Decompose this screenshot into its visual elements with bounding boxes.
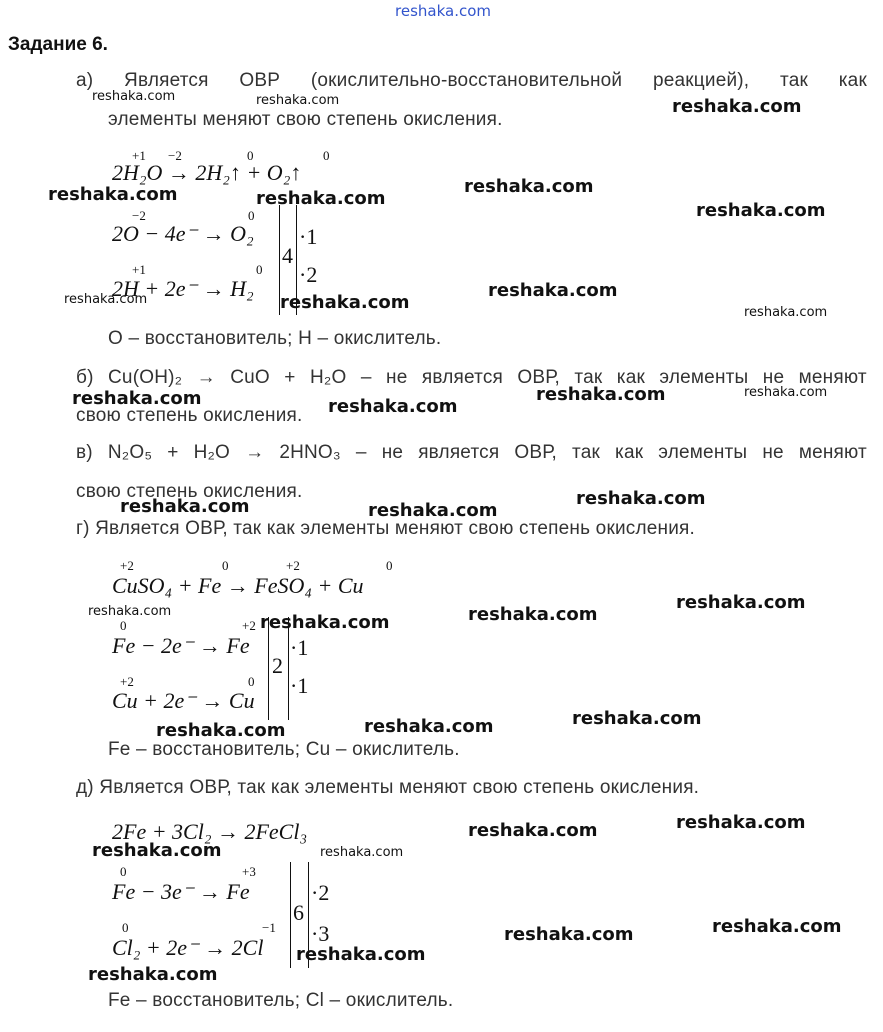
ox-state: +1 — [132, 148, 146, 163]
electron-count: 6 — [293, 900, 304, 925]
half-reaction-d2: Cl₂ + 2e⁻ → 2Cl — [112, 935, 264, 960]
word: – — [360, 367, 372, 388]
word: + — [167, 442, 179, 463]
ox-state: −2 — [168, 148, 182, 163]
word: H₂O — [193, 442, 231, 463]
watermark: reshaka.com — [696, 200, 826, 221]
word: Является — [124, 70, 209, 91]
watermark: reshaka.com — [88, 604, 172, 619]
part-a-line1 — [76, 70, 867, 92]
equation-d-main: 2Fe + 3Cl₂ → 2FeCl₃ — [112, 819, 308, 844]
part-v-line1 — [76, 442, 867, 464]
ox-state: +2 — [286, 558, 300, 573]
watermark: reshaka.com — [468, 820, 598, 841]
ox-state: 0 — [386, 558, 393, 573]
watermark: reshaka.com — [48, 184, 178, 205]
ox-state: 0 — [122, 920, 129, 935]
word: не — [386, 367, 408, 388]
word: не — [762, 367, 785, 388]
part-g-line1: г) Является ОВР, так как элементы меняют свою степень окисления. — [76, 518, 695, 539]
word: + — [284, 367, 296, 388]
word: не — [762, 442, 784, 463]
watermark: reshaka.com — [256, 188, 386, 209]
word: как — [615, 442, 644, 463]
word: а) — [76, 70, 94, 91]
electron-count: 4 — [282, 243, 293, 268]
ox-state: +1 — [132, 262, 146, 277]
word: реакцией), — [652, 70, 750, 91]
watermark: reshaka.com — [296, 944, 426, 965]
watermark: reshaka.com — [672, 96, 802, 117]
watermark: reshaka.com — [320, 845, 404, 860]
ox-state: 0 — [120, 618, 127, 633]
word: является — [421, 367, 504, 388]
watermark: reshaka.com — [488, 280, 618, 301]
balance-line — [290, 862, 291, 968]
ox-state: 0 — [248, 208, 255, 223]
ox-state: 0 — [120, 864, 127, 879]
part-g-conclusion: Fe – восстановитель; Cu – окислитель. — [108, 739, 460, 760]
ox-state: −1 — [262, 920, 276, 935]
coefficient: ·2 — [311, 880, 330, 905]
watermark: reshaka.com — [744, 305, 828, 320]
word: – — [355, 442, 367, 463]
ox-state: 0 — [222, 558, 229, 573]
word: → — [196, 367, 216, 388]
watermark: reshaka.com — [368, 500, 498, 521]
word: меняют — [798, 367, 867, 388]
watermark: reshaka.com — [712, 916, 842, 937]
watermark: reshaka.com — [676, 812, 806, 833]
word: б) — [76, 367, 94, 388]
word: Cu(OH)₂ — [108, 367, 183, 388]
word: так — [780, 70, 808, 91]
half-reaction-a2: 2H + 2e⁻ → H₂ — [112, 276, 254, 301]
coefficient: ·1 — [290, 673, 309, 698]
ox-state: +2 — [120, 558, 134, 573]
ox-state: +2 — [120, 674, 134, 689]
watermark: reshaka.com — [744, 385, 828, 400]
ox-state: 0 — [256, 262, 263, 277]
ox-state: +2 — [242, 618, 256, 633]
watermark: reshaka.com — [156, 720, 286, 741]
watermark: reshaka.com — [464, 176, 594, 197]
watermark: reshaka.com — [256, 93, 340, 108]
part-b-line2: свою степень окисления. — [76, 405, 303, 426]
watermark-top: reshaka.com — [395, 2, 491, 20]
part-d-conclusion: Fe – восстановитель; Cl – окислитель. — [108, 990, 454, 1011]
word: как — [616, 367, 645, 388]
word: так — [574, 367, 603, 388]
equation-a-main: 2H₂O → 2H₂↑ + O₂↑ — [112, 160, 302, 185]
watermark: reshaka.com — [64, 292, 148, 307]
equation-g-main: CuSO₄ + Fe → FeSO₄ + Cu — [112, 573, 364, 598]
watermark: reshaka.com — [328, 396, 458, 417]
watermark: reshaka.com — [72, 388, 202, 409]
word: 2HNO₃ — [279, 442, 341, 463]
watermark: reshaka.com — [260, 612, 390, 633]
watermark: reshaka.com — [572, 708, 702, 729]
ox-state: 0 — [247, 148, 254, 163]
word: ОВР, — [517, 367, 561, 388]
task-title: Задание 6. — [8, 34, 108, 55]
half-reaction-a1: 2O − 4e⁻ → O₂ — [112, 221, 254, 246]
word: в) — [76, 442, 93, 463]
watermark: reshaka.com — [468, 604, 598, 625]
word: → — [245, 442, 265, 463]
coefficient: ·2 — [299, 262, 318, 287]
part-v-line2: свою степень окисления. — [76, 481, 303, 502]
coefficient: ·1 — [299, 224, 318, 249]
word: меняют — [798, 442, 867, 463]
word: так — [572, 442, 600, 463]
word: как — [838, 70, 867, 91]
watermark: reshaka.com — [364, 716, 494, 737]
watermark: reshaka.com — [504, 924, 634, 945]
word: является — [418, 442, 500, 463]
watermark: reshaka.com — [92, 840, 222, 861]
word: CuO — [230, 367, 270, 388]
word: ОВР — [239, 70, 281, 91]
watermark: reshaka.com — [576, 488, 706, 509]
ox-state: −2 — [132, 208, 146, 223]
watermark: reshaka.com — [92, 89, 176, 104]
part-a-line2: элементы меняют свою степень окисления. — [108, 109, 503, 130]
electron-count: 2 — [272, 653, 283, 678]
part-a-conclusion: O – восстановитель; Н – окислитель. — [108, 328, 442, 349]
word: H₂O — [309, 367, 347, 388]
word: элементы — [659, 367, 749, 388]
word: элементы — [658, 442, 748, 463]
ox-state: 0 — [248, 674, 255, 689]
half-reaction-d1: Fe − 3e⁻ → Fe — [112, 879, 250, 904]
ox-state: 0 — [323, 148, 330, 163]
watermark: reshaka.com — [280, 292, 410, 313]
watermark: reshaka.com — [676, 592, 806, 613]
half-reaction-g2: Cu + 2e⁻ → Cu — [112, 688, 255, 713]
word: не — [381, 442, 404, 463]
word: (окислительно-восстановительной — [310, 70, 623, 91]
watermark: reshaka.com — [120, 496, 250, 517]
part-d-line1: д) Является ОВР, так как элементы меняют свою степень окисления. — [76, 777, 700, 798]
ox-state: +3 — [242, 864, 256, 879]
word: N₂O₅ — [107, 442, 153, 463]
watermark: reshaka.com — [88, 964, 218, 985]
coefficient: ·1 — [290, 635, 309, 660]
word: ОВР, — [514, 442, 557, 463]
watermark: reshaka.com — [536, 384, 666, 405]
half-reaction-g1: Fe − 2e⁻ → Fe — [112, 633, 250, 658]
coefficient: ·3 — [311, 921, 330, 946]
